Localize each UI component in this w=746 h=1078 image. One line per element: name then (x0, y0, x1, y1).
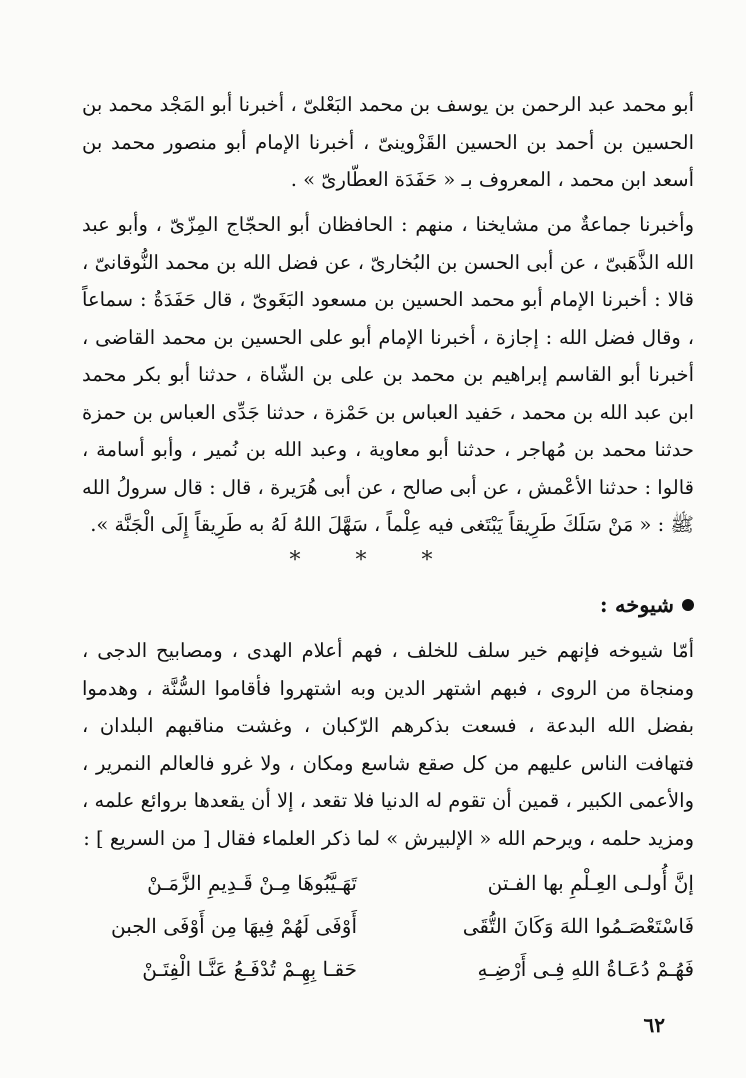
verse-first-hemistich: إنَّ أُولـى العِـلْمِ بها الفـتن (487, 871, 694, 895)
poem-verse (82, 948, 694, 991)
poem-verse (82, 862, 694, 905)
section-heading-text: شيوخه : (599, 592, 674, 617)
verse-second-hemistich: أَوْفَى لَهُمْ فِيهَا مِن أَوْفَى الجبن (111, 914, 357, 938)
verse-second-hemistich: حَقـا بِهِـمْ تُدْفَـعُ عَنَّـا الْفِتَـنْ (142, 957, 357, 981)
verse-first-hemistich: فَهُـمْ دُعَـاةُ اللهِ فِـى أَرْضِـهِ (477, 957, 694, 981)
page-number: ٦٢ (643, 1013, 665, 1037)
bullet-icon (682, 599, 694, 611)
verse-first-hemistich: فَاسْتَعْصَـمُوا اللهَ وَكَانَ التُّقَى (462, 914, 694, 938)
section-heading (600, 592, 694, 617)
intro-paragraph (82, 86, 694, 199)
section-text: أمّا شيوخه فإنهم خير سلف للخلف ، فهم أعلام الهدى ، ومصابيح الدجى ، ومنجاة من الروى ، فبهم اشتهر الدين وبه اشتهروا فأقاموا السُّنَّة ، وهدموا بفضل الله البدعة ، فسعت بذكرهم الرّكبان ، وغشت مناقبهم البلدان ، فتهافت الناس عليهم من كل صقع شاسع ومكان ، ولا غرو فالعالم النمرير ، والأعمى الكبير ، قمين أن تقوم له الدنيا فلا تقعد ، إلا أن يقعدها بروائع علمه ، ومزيد حلمه ، ويرحم الله « الإلبيرش » لما ذكر العلماء فقال [ من السريع ] : (82, 639, 694, 850)
section-separator: * * * (289, 548, 457, 573)
intro-text: أبو محمد عبد الرحمن بن يوسف بن محمد البَعْلىّ ، أخبرنا أبو المَجْد محمد بن الحسين بن أحمد بن الحسين القَزْوينىّ ، أخبرنا الإمام أبو منصور محمد بن أسعد ابن محمد ، المعروف بـ « حَفَدَة العطّارىّ » . (82, 93, 694, 191)
poem-verse (82, 905, 694, 948)
hadith-chain-paragraph (82, 206, 694, 544)
verse-second-hemistich: تَهَـيَّبُوهَا مِـنْ قَـدِيمِ الزَّمَـنْ (147, 871, 357, 895)
section-paragraph (82, 632, 694, 857)
poem (82, 862, 694, 991)
hadith-chain-text: وأخبرنا جماعةٌ من مشايخنا ، منهم : الحافظان أبو الحجّاج المِزّىّ ، وأبو عبد الله الذَّهَبىّ ، عن أبى الحسن بن البُخارىّ ، عن فضل الله بن محمد النُّوقانىّ ، قالا : أخبرنا الإمام أبو محمد الحسين بن مسعود البَغَوىّ ، قال حَفَدَةُ : سماعاً ، وقال فضل الله : إجازة ، أخبرنا الإمام أبو على الحسين بن محمد القاضى ، أخبرنا أبو القاسم إبراهيم بن محمد بن على بن الشّاة ، حدثنا أبو بكر محمد ابن عبد الله بن محمد ، حَفيد العباس بن حَمْزة ، حدثنا جَدِّى العباس بن حمزة حدثنا محمد بن مُهاجر ، حدثنا أبو معاوية ، وعبد الله بن نُمير ، وأبو أسامة ، قالوا : حدثنا الأعْمش ، عن أبى صالح ، عن أبى هُرَيرة ، قال : قال سرولُ الله ﷺ : « مَنْ سَلَكَ طَرِيقاً يَبْتَغى فيه عِلْماً ، سَهَّلَ اللهُ لَهُ به طَرِيقاً إِلَى الْجَنَّة ». (82, 213, 694, 536)
